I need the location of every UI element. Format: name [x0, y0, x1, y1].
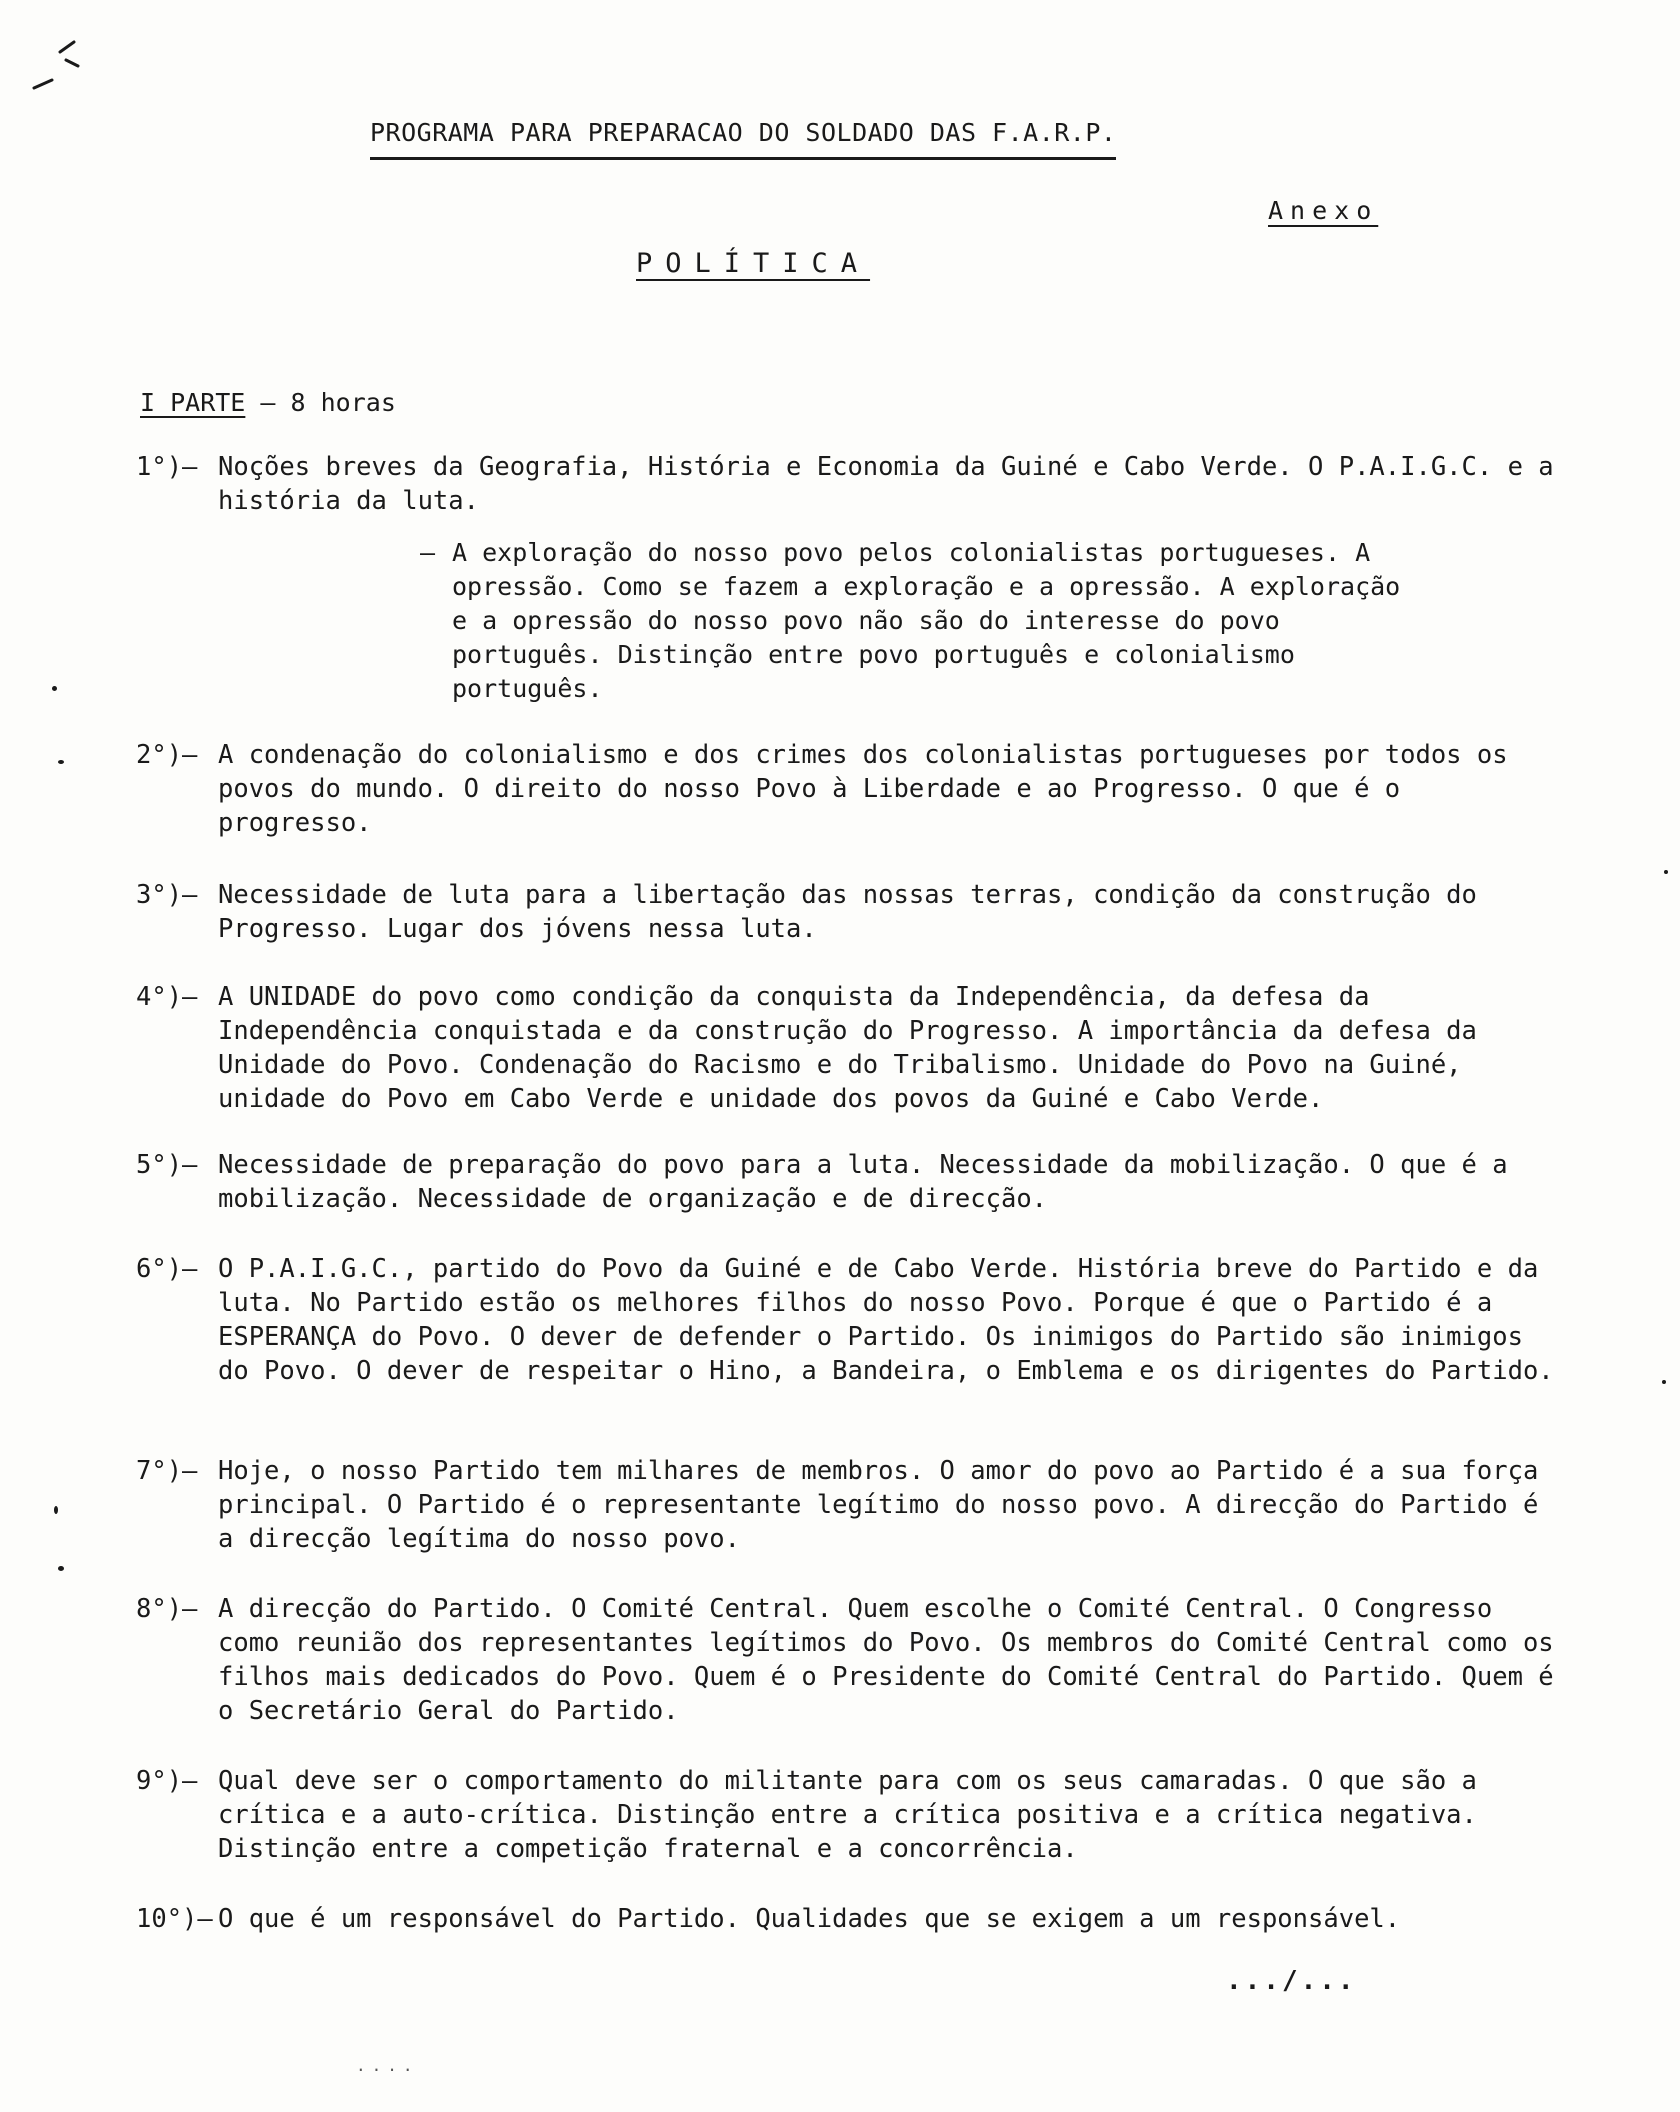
list-item	[136, 980, 1556, 1116]
list-item	[136, 1252, 1556, 1388]
item-text: Qual deve ser o comportamento do militante para com os seus camaradas. O que são a crítica e a auto-crítica. Distinção entre a crítica positiva e a crítica negativa. Distinção entre a competição fraternal e a concorrência.	[218, 1766, 1477, 1864]
list-item	[136, 450, 1556, 518]
item-number: 6°)–	[136, 1254, 198, 1284]
list-item	[136, 738, 1556, 840]
speck	[1662, 1380, 1666, 1384]
speck	[52, 686, 57, 691]
item-number: 9°)–	[136, 1766, 198, 1796]
item-number: 7°)–	[136, 1456, 198, 1486]
part-duration: – 8 horas	[245, 388, 396, 417]
list-item	[136, 1148, 1556, 1216]
item-text: Necessidade de preparação do povo para a luta. Necessidade da mobilização. O que é a mobilização. Necessidade de organização e de direcção.	[218, 1150, 1508, 1214]
item-text: Noções breves da Geografia, História e Economia da Guiné e Cabo Verde. O P.A.I.G.C. e a história da luta.	[218, 452, 1554, 516]
sub-item	[420, 536, 1410, 706]
sub-item-text: A exploração do nosso povo pelos colonialistas portugueses. A opressão. Como se fazem a exploração e a opressão. A exploração e a opressão do nosso povo não são do interesse do povo português. Distinção entre povo português e colonialismo português.	[452, 538, 1401, 703]
item-number: 2°)–	[136, 740, 198, 770]
scan-dots: ....	[356, 2056, 419, 2075]
sub-item-dash: –	[420, 538, 436, 567]
item-number: 1°)–	[136, 452, 198, 482]
item-text: A direcção do Partido. O Comité Central. Quem escolhe o Comité Central. O Congresso como reunião dos representantes legítimos do Povo. Os membros do Comité Central como os filhos mais dedicados do Povo. Quem é o Presidente do Comité Central do Partido. Quem é o Secretário Geral do Partido.	[218, 1594, 1554, 1726]
item-text: Necessidade de luta para a libertação das nossas terras, condição da construção do Progresso. Lugar dos jóvens nessa luta.	[218, 880, 1477, 944]
ink-mark-icon	[22, 30, 92, 100]
list-item	[136, 1454, 1556, 1556]
item-number: 10°)–	[136, 1904, 213, 1934]
item-text: A UNIDADE do povo como condição da conquista da Independência, da defesa da Independência conquistada e da construção do Progresso. A importância da defesa da Unidade do Povo. Condenação do Racismo e do Tribalismo. Unidade do Povo na Guiné, unidade do Povo em Cabo Verde e unidade dos povos da Guiné e Cabo Verde.	[218, 982, 1477, 1114]
list-item	[136, 1764, 1556, 1866]
item-text: Hoje, o nosso Partido tem milhares de membros. O amor do povo ao Partido é a sua força principal. O Partido é o representante legítimo do nosso povo. A direcção do Partido é a direcção legítima do nosso povo.	[218, 1456, 1539, 1554]
speck	[58, 1566, 64, 1571]
part-label: I PARTE	[140, 388, 246, 417]
item-text: O que é um responsável do Partido. Qualidades que se exigem a um responsável.	[218, 1904, 1401, 1934]
speck	[54, 1506, 58, 1514]
item-number: 4°)–	[136, 982, 198, 1012]
item-number: 3°)–	[136, 880, 198, 910]
item-number: 8°)–	[136, 1594, 198, 1624]
item-number: 5°)–	[136, 1150, 198, 1180]
section-title: POLÍTICA	[636, 248, 871, 279]
speck	[58, 760, 64, 764]
document-header-title: PROGRAMA PARA PREPARACAO DO SOLDADO DAS F.A.R.P.	[370, 118, 1116, 160]
annex-label: Anexo	[1268, 196, 1379, 225]
list-item	[136, 878, 1556, 946]
item-text: O P.A.I.G.C., partido do Povo da Guiné e de Cabo Verde. História breve do Partido e da luta. No Partido estão os melhores filhos do nosso Povo. Porque é que o Partido é a ESPERANÇA do Povo. O dever de defender o Partido. Os inimigos do Partido são inimigos do Povo. O dever de respeitar o Hino, a Bandeira, o Emblema e os dirigentes do Partido.	[218, 1254, 1554, 1386]
speck	[1664, 870, 1668, 874]
list-item	[136, 1592, 1556, 1728]
part-heading	[140, 388, 396, 417]
item-text: A condenação do colonialismo e dos crimes dos colonialistas portugueses por todos os povos do mundo. O direito do nosso Povo à Liberdade e ao Progresso. O que é o progresso.	[218, 740, 1508, 838]
list-item	[136, 1902, 1556, 1936]
continuation-mark: .../...	[1226, 1966, 1357, 1996]
